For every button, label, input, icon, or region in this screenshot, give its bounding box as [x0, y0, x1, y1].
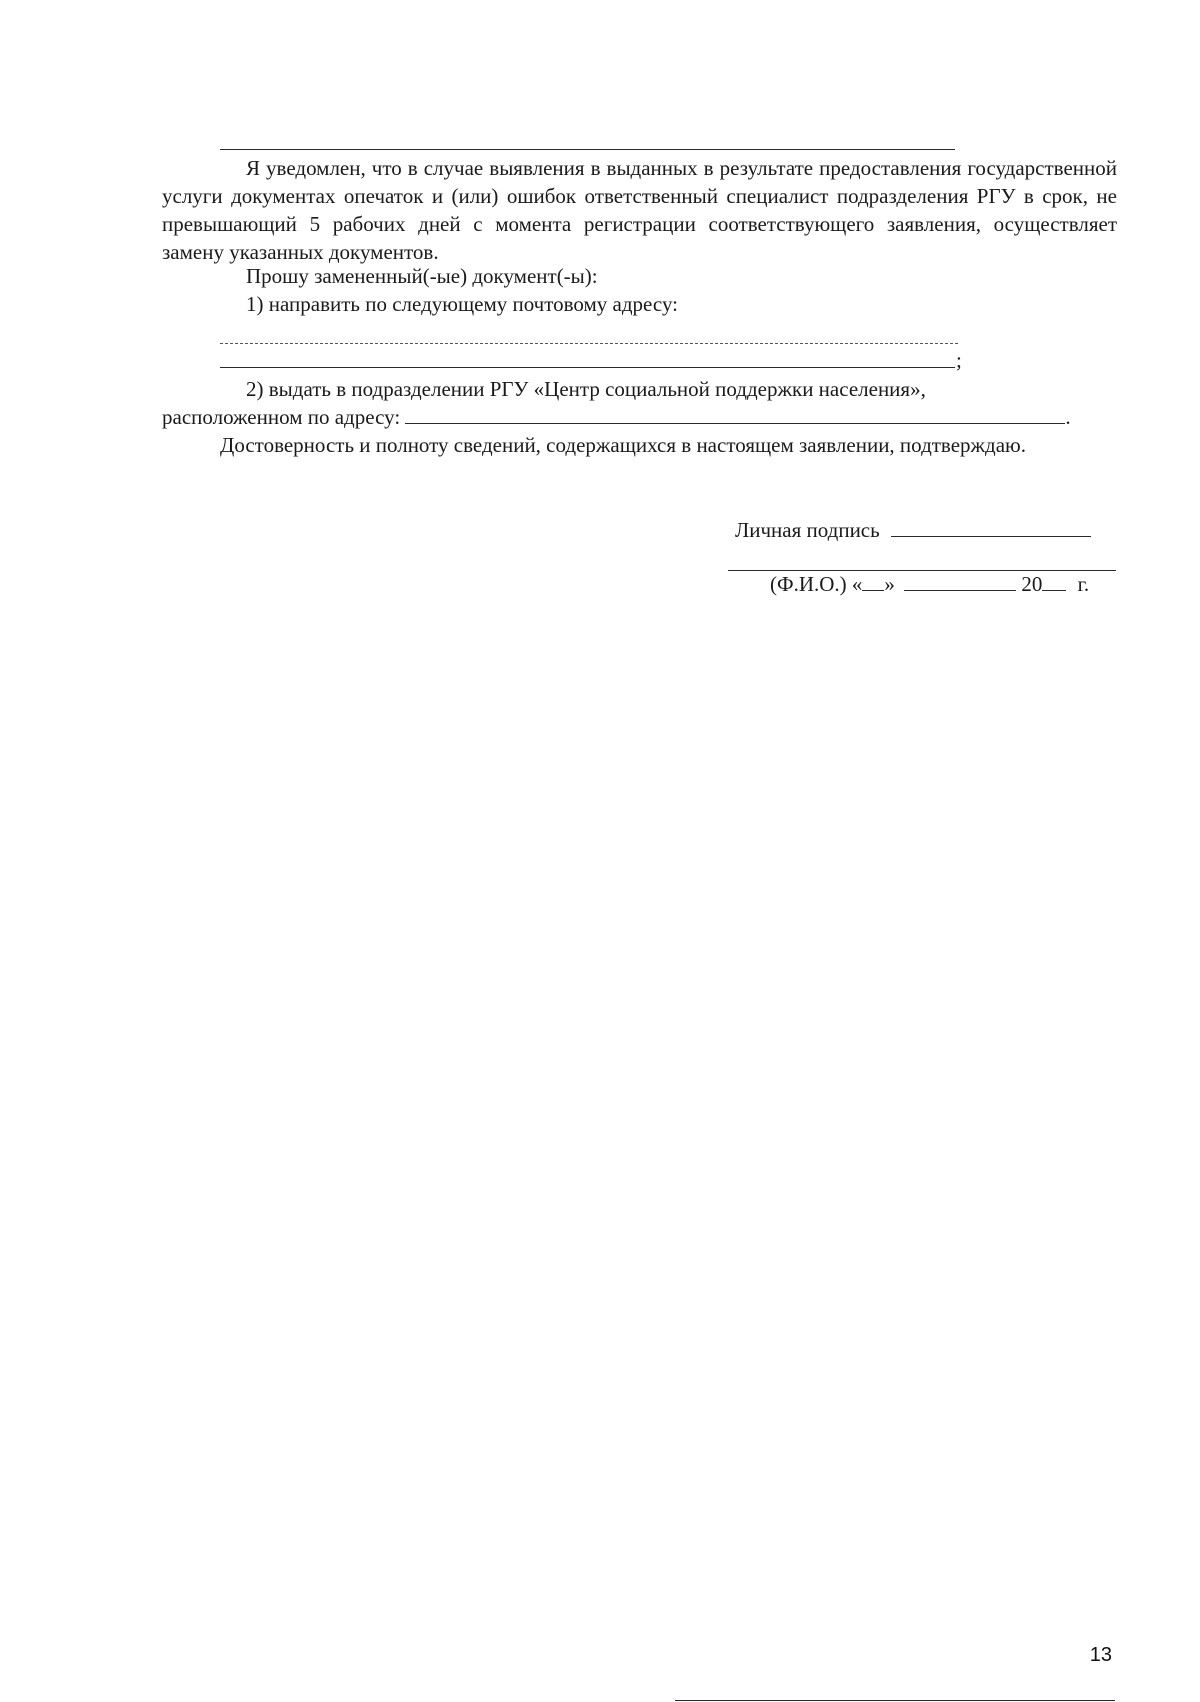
request-option-2-line-2 [162, 403, 1071, 431]
rgu-address-period: . [1065, 405, 1071, 429]
request-option-1: 1) направить по следующему почтовому адресу: [246, 292, 678, 316]
request-option-2-line-1 [246, 375, 1117, 403]
confirmation-paragraph: Достоверность и полноту сведений, содержащихся в настоящем заявлении, подтверждаю. [220, 433, 1026, 457]
date-year-suffix: г. [1077, 572, 1090, 596]
date-year-prefix: 20 [1021, 572, 1043, 596]
bottom-divider [675, 1700, 1115, 1701]
date-day-field[interactable] [862, 570, 884, 591]
signature-field[interactable] [891, 516, 1091, 537]
date-quote-close: » [884, 572, 895, 596]
request-intro: Прошу замененный(-ые) документ(-ы): [246, 264, 598, 288]
request-option-2-address-label: расположенном по адресу: [162, 405, 401, 429]
request-option-2-text: 2) выдать в подразделении РГУ «Центр социальной поддержки населения», [246, 377, 926, 401]
fio-date-row [770, 570, 1089, 598]
notice-paragraph: Я уведомлен, что в случае выявления в выданных в результате предоставления государственной услуги документах опечаток и (или) ошибок ответственный специалист подразделения РГУ в срок, не превышающий 5 рабочих дней с момента регистрации соответствующего заявления, осуществляет замену указанных документов. [162, 156, 1117, 264]
rgu-address-field[interactable] [405, 403, 1065, 424]
fio-label: (Ф.И.О.) [770, 572, 847, 596]
postal-address-line-2[interactable] [220, 367, 955, 368]
signature-label: Личная подпись [735, 518, 880, 542]
signature-row [735, 516, 1091, 544]
date-quote-open: « [851, 572, 863, 596]
top-divider [220, 149, 955, 150]
postal-address-line-1[interactable] [220, 343, 958, 344]
postal-address-semicolon: ; [956, 348, 962, 372]
date-month-field[interactable] [904, 570, 1016, 591]
page-number: 13 [1089, 1644, 1112, 1666]
date-year-field[interactable] [1042, 570, 1066, 591]
